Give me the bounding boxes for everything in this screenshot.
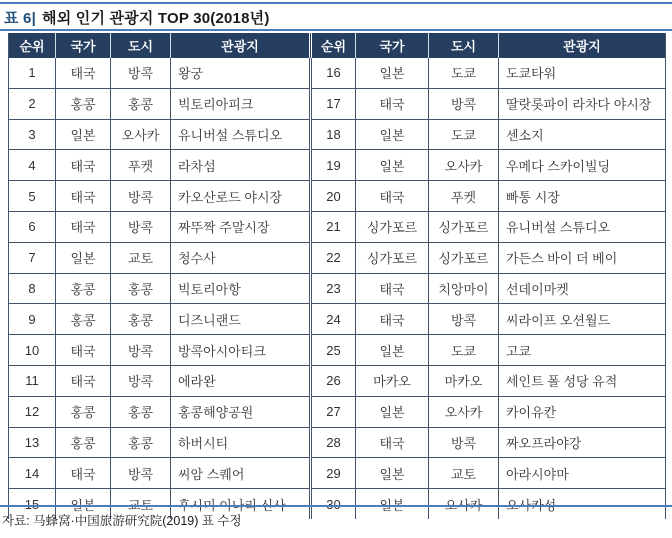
city-cell: 방콕 — [111, 335, 171, 366]
attraction-cell: 왕궁 — [171, 58, 311, 88]
city-cell: 방콕 — [429, 427, 499, 458]
city-cell: 방콕 — [111, 58, 171, 88]
rank-cell: 13 — [9, 427, 56, 458]
table-row — [9, 211, 666, 242]
column-header-city: 도시 — [429, 33, 499, 58]
country-cell: 태국 — [56, 211, 111, 242]
table-row — [9, 58, 666, 88]
top-rule-divider — [0, 2, 672, 4]
rank-cell: 3 — [9, 119, 56, 150]
city-cell: 도쿄 — [429, 58, 499, 88]
country-cell: 태국 — [56, 150, 111, 181]
rank-cell: 12 — [9, 396, 56, 427]
city-cell: 푸켓 — [429, 181, 499, 212]
city-cell — [429, 489, 499, 519]
rank-cell: 4 — [9, 150, 56, 181]
country-cell: 일본 — [356, 335, 429, 366]
country-cell: 태국 — [56, 335, 111, 366]
table-number-label: 표 6| — [4, 10, 36, 27]
top30-attractions-table — [8, 33, 666, 519]
column-header-city: 도시 — [111, 33, 171, 58]
country-cell: 태국 — [56, 58, 111, 88]
attraction-cell — [499, 489, 666, 519]
attraction-cell: 방콕아시아티크 — [171, 335, 311, 366]
rank-cell: 16 — [311, 58, 356, 88]
table-row — [9, 335, 666, 366]
rank-cell: 22 — [311, 242, 356, 273]
country-cell — [356, 489, 429, 519]
city-cell: 싱가포르 — [429, 211, 499, 242]
rank-cell: 5 — [9, 181, 56, 212]
column-header-attraction: 관광지 — [499, 33, 666, 58]
country-cell: 홍콩 — [56, 396, 111, 427]
city-cell: 교토 — [111, 242, 171, 273]
city-cell: 방콕 — [111, 458, 171, 489]
table-title — [4, 7, 270, 28]
table-row — [9, 88, 666, 119]
title-underline-divider — [0, 29, 672, 31]
attraction-cell: 에라완 — [171, 365, 311, 396]
attraction-cell: 아라시야마 — [499, 458, 666, 489]
attraction-cell: 딸랏롯파이 라차다 야시장 — [499, 88, 666, 119]
attraction-cell: 하버시티 — [171, 427, 311, 458]
country-cell: 태국 — [56, 458, 111, 489]
table-row — [9, 181, 666, 212]
attraction-cell: 씨라이프 오션월드 — [499, 304, 666, 335]
country-cell: 홍콩 — [56, 88, 111, 119]
country-cell: 태국 — [356, 273, 429, 304]
attraction-cell: 빅토리아피크 — [171, 88, 311, 119]
attraction-cell: 빠통 시장 — [499, 181, 666, 212]
rank-cell: 10 — [9, 335, 56, 366]
table-row — [9, 119, 666, 150]
country-cell: 태국 — [356, 88, 429, 119]
country-cell: 일본 — [56, 119, 111, 150]
country-cell: 일본 — [356, 150, 429, 181]
city-cell: 교토 — [429, 458, 499, 489]
country-cell: 일본 — [356, 58, 429, 88]
country-cell: 일본 — [356, 119, 429, 150]
city-cell: 방콕 — [111, 365, 171, 396]
rank-cell: 11 — [9, 365, 56, 396]
table-row — [9, 458, 666, 489]
city-cell: 도쿄 — [429, 335, 499, 366]
rank-cell: 6 — [9, 211, 56, 242]
city-cell: 홍콩 — [111, 304, 171, 335]
bottom-rule-divider — [0, 505, 672, 507]
column-header-attraction: 관광지 — [171, 33, 311, 58]
rank-cell: 8 — [9, 273, 56, 304]
rank-cell: 20 — [311, 181, 356, 212]
attraction-cell: 우메다 스카이빌딩 — [499, 150, 666, 181]
table-title-text: 해외 인기 관광지 TOP 30(2018년) — [42, 10, 270, 27]
city-cell: 오사카 — [429, 396, 499, 427]
attraction-cell: 빅토리아항 — [171, 273, 311, 304]
table-row — [9, 396, 666, 427]
attraction-cell: 청수사 — [171, 242, 311, 273]
rank-cell: 17 — [311, 88, 356, 119]
rank-cell: 21 — [311, 211, 356, 242]
attraction-cell: 센소지 — [499, 119, 666, 150]
rank-cell: 2 — [9, 88, 56, 119]
city-cell: 홍콩 — [111, 273, 171, 304]
city-cell: 방콕 — [429, 304, 499, 335]
rank-cell: 29 — [311, 458, 356, 489]
country-cell: 마카오 — [356, 365, 429, 396]
column-header-rank: 순위 — [9, 33, 56, 58]
table-row — [9, 242, 666, 273]
attraction-cell: 세인트 폴 성당 유적 — [499, 365, 666, 396]
attraction-cell: 라차섬 — [171, 150, 311, 181]
column-header-country: 국가 — [356, 33, 429, 58]
country-cell: 싱가포르 — [356, 211, 429, 242]
attraction-cell: 선데이마켓 — [499, 273, 666, 304]
city-cell: 방콕 — [111, 211, 171, 242]
city-cell: 방콕 — [429, 88, 499, 119]
rank-cell — [311, 489, 356, 519]
header-row — [9, 33, 666, 58]
city-cell: 오사카 — [111, 119, 171, 150]
attraction-cell: 가든스 바이 더 베이 — [499, 242, 666, 273]
country-cell: 태국 — [356, 181, 429, 212]
city-cell: 도쿄 — [429, 119, 499, 150]
country-cell: 태국 — [356, 427, 429, 458]
country-cell: 태국 — [356, 304, 429, 335]
country-cell: 일본 — [356, 458, 429, 489]
column-header-country: 국가 — [56, 33, 111, 58]
country-cell: 홍콩 — [56, 304, 111, 335]
country-cell: 태국 — [56, 365, 111, 396]
attraction-cell: 씨암 스퀘어 — [171, 458, 311, 489]
city-cell: 홍콩 — [111, 427, 171, 458]
attraction-cell: 유니버설 스튜디오 — [499, 211, 666, 242]
city-cell: 홍콩 — [111, 88, 171, 119]
table-row — [9, 150, 666, 181]
country-cell: 일본 — [356, 396, 429, 427]
attraction-cell: 짜오프라야강 — [499, 427, 666, 458]
attraction-cell: 짜뚜짝 주말시장 — [171, 211, 311, 242]
table-row — [9, 304, 666, 335]
rank-cell: 19 — [311, 150, 356, 181]
rank-cell: 26 — [311, 365, 356, 396]
country-cell: 홍콩 — [56, 273, 111, 304]
table-row — [9, 427, 666, 458]
rank-cell: 14 — [9, 458, 56, 489]
city-cell: 푸켓 — [111, 150, 171, 181]
city-cell: 홍콩 — [111, 396, 171, 427]
city-cell: 치앙마이 — [429, 273, 499, 304]
table-row — [9, 365, 666, 396]
rank-cell: 25 — [311, 335, 356, 366]
column-header-rank: 순위 — [311, 33, 356, 58]
country-cell: 태국 — [56, 181, 111, 212]
rank-cell: 7 — [9, 242, 56, 273]
table-row — [9, 273, 666, 304]
rank-cell: 27 — [311, 396, 356, 427]
attraction-cell: 고쿄 — [499, 335, 666, 366]
country-cell: 홍콩 — [56, 427, 111, 458]
rank-cell: 24 — [311, 304, 356, 335]
table-body — [9, 58, 666, 519]
rank-cell: 1 — [9, 58, 56, 88]
rank-cell: 9 — [9, 304, 56, 335]
attraction-cell: 디즈니랜드 — [171, 304, 311, 335]
city-cell: 마카오 — [429, 365, 499, 396]
attraction-cell: 유니버설 스튜디오 — [171, 119, 311, 150]
city-cell: 방콕 — [111, 181, 171, 212]
country-cell: 일본 — [56, 242, 111, 273]
attraction-cell: 카이유칸 — [499, 396, 666, 427]
rank-cell: 28 — [311, 427, 356, 458]
source-note: 자료: 马蜂窝·中国旅游研究院(2019) 표 수정 — [2, 514, 242, 528]
rank-cell: 23 — [311, 273, 356, 304]
country-cell: 싱가포르 — [356, 242, 429, 273]
city-cell: 오사카 — [429, 150, 499, 181]
table-header — [9, 33, 666, 58]
attraction-cell: 도쿄타워 — [499, 58, 666, 88]
attraction-cell: 카오산로드 야시장 — [171, 181, 311, 212]
rank-cell: 18 — [311, 119, 356, 150]
city-cell: 싱가포르 — [429, 242, 499, 273]
attraction-cell: 홍콩해양공원 — [171, 396, 311, 427]
